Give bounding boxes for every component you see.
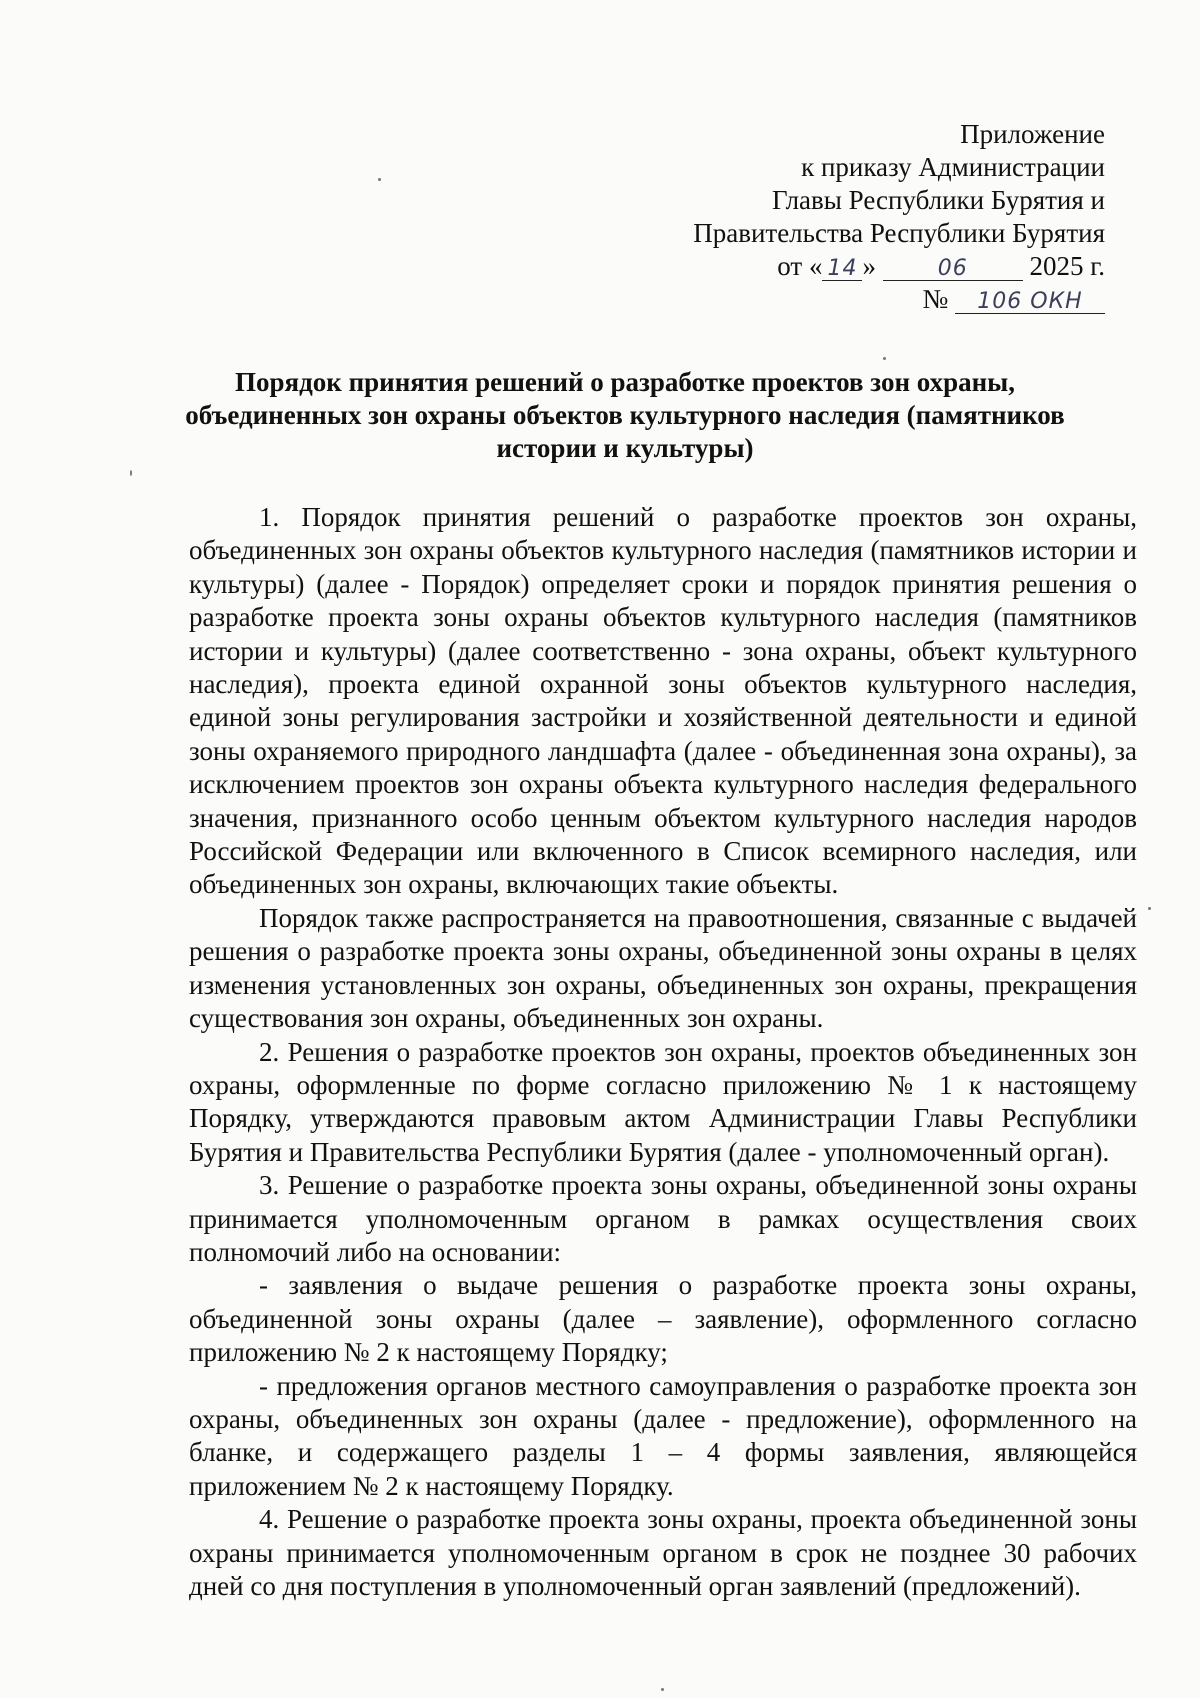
number-handwritten: 106 ОКН bbox=[977, 289, 1083, 314]
scan-speck bbox=[883, 357, 886, 360]
paragraph-3: 2. Решения о разработке проектов зон охраны, проектов объединенных зон охраны, оформленные по форме согласно приложению № 1 к настоящему Порядку, утверждаются правовым актом Администрации Главы Республики Бурятия и Правительства Республики Бурятия (далее - уполномоченный орган). bbox=[189, 1036, 1137, 1167]
date-year: 2025 г. bbox=[1029, 251, 1105, 281]
appendix-number-line bbox=[693, 283, 1105, 316]
title-line-2: объединенных зон охраны объектов культурного наследия (памятников bbox=[185, 400, 1065, 430]
appendix-line-4: Правительства Республики Бурятия bbox=[693, 218, 1105, 248]
appendix-date-line bbox=[693, 250, 1105, 283]
paragraph-4: 3. Решение о разработке проекта зоны охраны, объединенной зоны охраны принимается уполномоченным органом в рамках осуществления своих полномочий либо на основании: bbox=[189, 1170, 1137, 1267]
paragraph-5: - заявления о выдаче решения о разработке проекта зоны охраны, объединенной зоны охраны (далее – заявление), оформленного согласно приложению № 2 к настоящему Порядку; bbox=[189, 1270, 1137, 1368]
scan-speck bbox=[661, 1688, 664, 1691]
title-line-3: истории и культуры) bbox=[496, 433, 754, 463]
date-mid: » bbox=[862, 251, 876, 281]
appendix-header bbox=[693, 118, 1105, 316]
date-prefix: от « bbox=[777, 251, 823, 281]
paragraph-7: 4. Решение о разработке проекта зоны охраны, проекта объединенной зоны охраны принимается уполномоченным органом в срок не позднее 30 рабочих дней со дня поступления в уполномоченный орган заявлений (предложений). bbox=[189, 1504, 1137, 1601]
number-label: № bbox=[922, 284, 949, 314]
document-body bbox=[189, 501, 1137, 1603]
scan-speck bbox=[1148, 907, 1151, 910]
date-day-blank bbox=[822, 250, 862, 281]
scan-speck bbox=[130, 470, 132, 476]
paragraph-2: Порядок также распространяется на правоотношения, связанные с выдачей решения о разработке проекта зоны охраны, объединенной зоны охраны в целях изменения установленных зон охраны, объединенных зон охраны, прекращения существования зон охраны, объединенных зон охраны. bbox=[189, 902, 1137, 1034]
paragraph-6: - предложения органов местного самоуправления о разработке проекта зон охраны, объединенных зон охраны (далее - предложение), оформленного на бланке, и содержащего разделы 1 – 4 формы заявления, являющейся приложением № 2 к настоящему Порядку. bbox=[189, 1370, 1137, 1501]
date-month-blank bbox=[883, 250, 1023, 281]
appendix-line-2: к приказу Администрации bbox=[801, 152, 1105, 182]
paragraph-1: 1. Порядок принятия решений о разработке проектов зон охраны, объединенных зон охраны объектов культурного наследия (памятников истории и культуры) (далее - Порядок) определяет сроки и порядок принятия решения о разработке проекта зоны охраны объектов культурного наследия (памятников истории и культуры) (далее соответственно - зона охраны, объект культурного наследия), проекта единой охранной зоны объектов культурного наследия, единой зоны регулирования застройки и хозяйственной деятельности и единой зоны охраняемого природного ландшафта (далее - объединенная зона охраны), за исключением проектов зон охраны объекта культурного наследия федерального значения, признанного особо ценным объектом культурного наследия народов Российской Федерации или включенного в Список всемирного наследия, или объединенных зон охраны, включающих такие объекты. bbox=[189, 502, 1137, 900]
appendix-line-3: Главы Республики Бурятия и bbox=[772, 185, 1105, 215]
document-title bbox=[150, 366, 1100, 465]
number-blank bbox=[955, 283, 1105, 314]
title-line-1: Порядок принятия решений о разработке проектов зон охраны, bbox=[235, 367, 1015, 397]
date-month-handwritten: 06 bbox=[937, 256, 968, 281]
date-day-handwritten: 14 bbox=[827, 256, 858, 281]
scan-speck bbox=[378, 178, 381, 181]
appendix-line-1: Приложение bbox=[960, 119, 1105, 149]
